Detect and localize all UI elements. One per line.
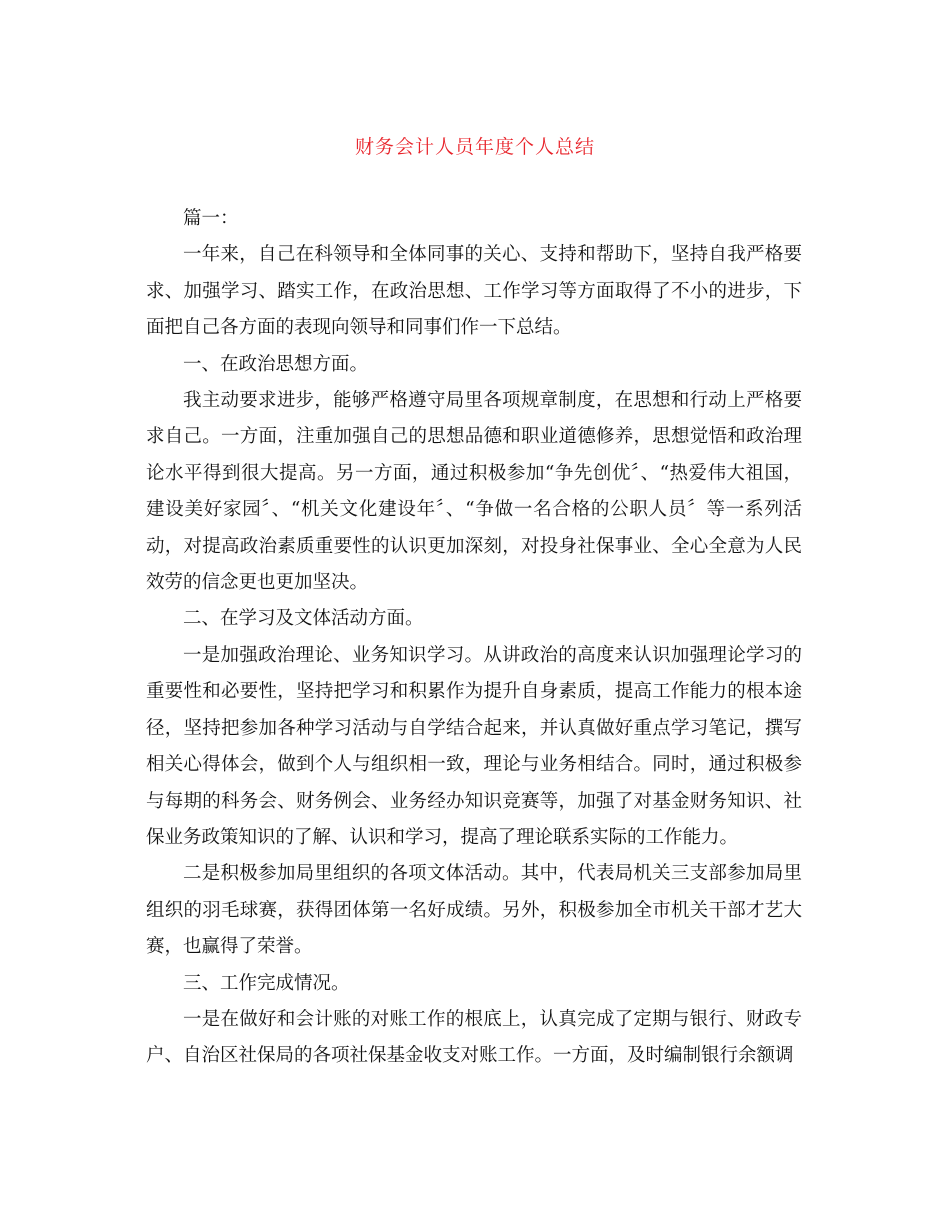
- paragraph-activities: 二是积极参加局里组织的各项文体活动。其中，代表局机关三支部参加局里组织的羽毛球赛，获得团体第一名好成绩。另外，积极参加全市机关干部才艺大赛，也赢得了荣誉。: [146, 863, 802, 958]
- paragraph-work: 一是在做好和会计账的对账工作的根底上，认真完成了定期与银行、财政专户、自治区社保局的各项社保基金收支对账工作。一方面，及时编制银行余额调: [146, 1008, 802, 1067]
- paragraph-heading-1: 一、在政治思想方面。: [183, 353, 369, 375]
- paragraph-political: 我主动要求进步，能够严格遵守局里各项规章制度，在思想和行动上严格要求自己。一方面，注重加强自己的思想品德和职业道德修养，思想觉悟和政治理论水平得到很大提高。另一方面，通过积极参加“争先创优〞、“热爱伟大祖国，建设美好家园〞、“机关文化建设年〞、“争做一名合格的公职人员〞等一系列活动，对提高政治素质重要性的认识更加深刻，对投身社保事业、全心全意为人民效劳的信念更也更加坚决。: [146, 390, 802, 594]
- paragraph-heading-3: 三、工作完成情况。: [183, 972, 350, 994]
- paragraph-heading-2: 二、在学习及文体活动方面。: [183, 608, 424, 630]
- document-body: [146, 201, 802, 1075]
- paragraph-study: 一是加强政治理论、业务知识学习。从讲政治的高度来认识加强理论学习的重要性和必要性，坚持把学习和积累作为提升自身素质，提高工作能力的根本途径，坚持把参加各种学习活动与自学结合起来，并认真做好重点学习笔记，撰写相关心得体会，做到个人与组织相一致，理论与业务相结合。同时，通过积极参与每期的科务会、财务例会、业务经办知识竞赛等，加强了对基金财务知识、社保业务政策知识的了解、认识和学习，提高了理论联系实际的工作能力。: [146, 644, 802, 848]
- paragraph-intro: 一年来，自己在科领导和全体同事的关心、支持和帮助下，坚持自我严格要求、加强学习、踏实工作，在政治思想、工作学习等方面取得了不小的进步，下面把自己各方面的表现向领导和同事们作一下总结。: [146, 244, 802, 339]
- document-title: 财务会计人员年度个人总结: [354, 136, 595, 158]
- paragraph-section-label: 篇一：: [183, 208, 239, 229]
